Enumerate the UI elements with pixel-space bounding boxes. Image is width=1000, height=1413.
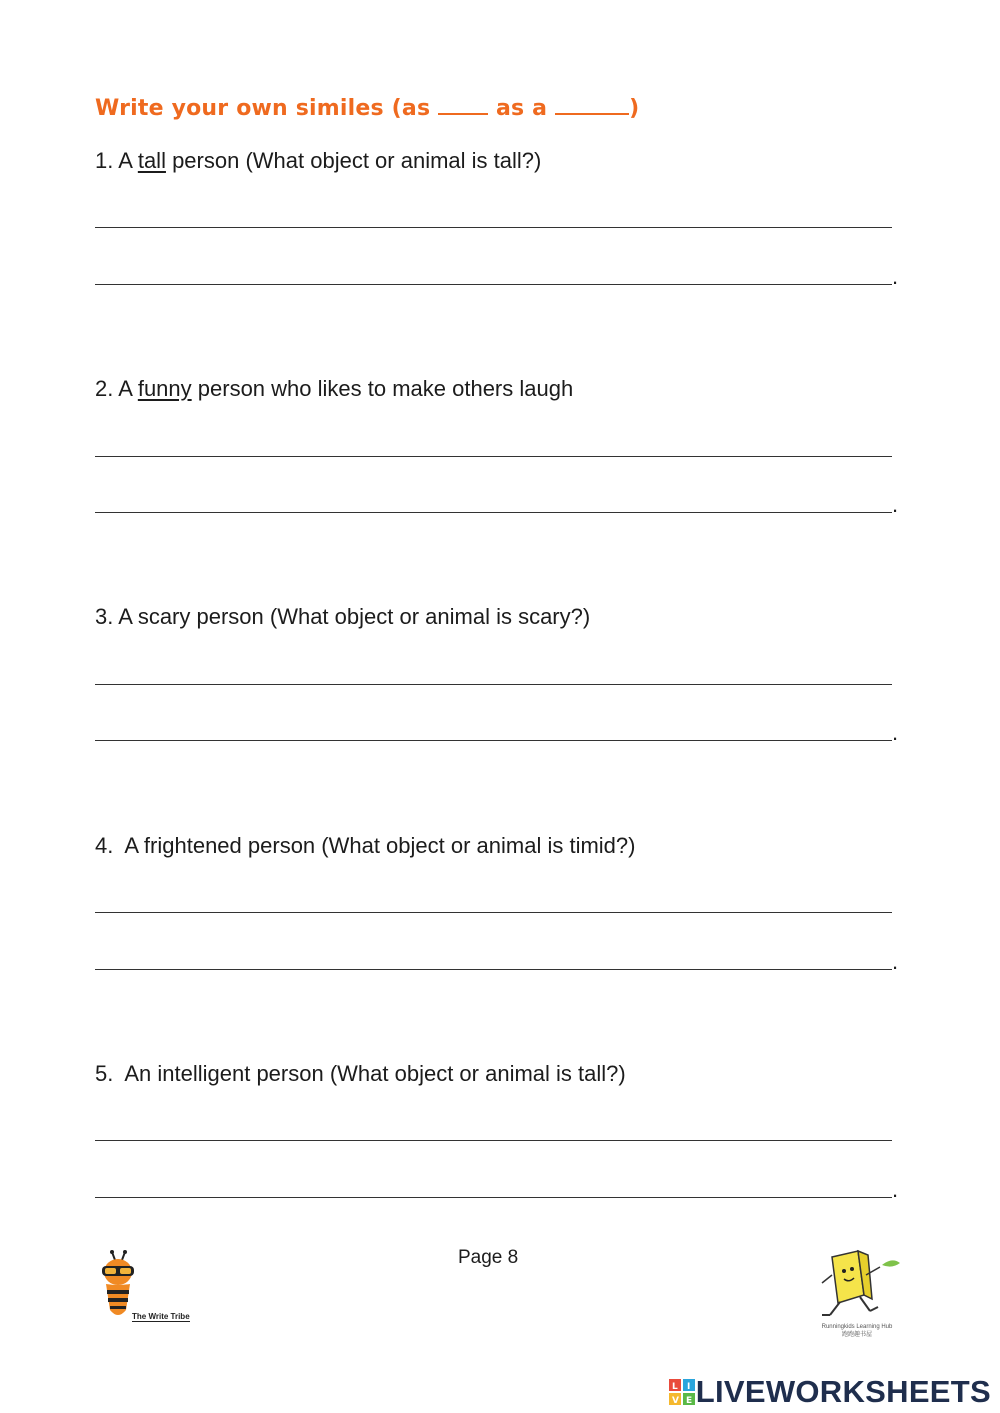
answer-line-1a[interactable] — [95, 227, 892, 228]
question-1-rest: person (What object or animal is tall?) — [165, 148, 542, 173]
line-end-dot-5: . — [892, 1177, 899, 1202]
answer-line-3b[interactable] — [95, 740, 892, 741]
liveworksheets-brand-text: LIVEWORKSHEETS — [695, 1374, 991, 1409]
title-middle: as a — [488, 96, 556, 121]
title-prefix: Write your own similes (as — [95, 96, 439, 121]
right-logo-caption-en: Runningkids Learning Hub — [821, 1324, 893, 1330]
line-end-dot-3: . — [892, 720, 899, 745]
question-4-text: 4. A frightened person (What object or animal is timid?) — [95, 833, 636, 858]
answer-line-2a[interactable] — [95, 456, 892, 457]
title-suffix: ) — [629, 96, 640, 121]
question-1 — [95, 148, 541, 174]
right-logo-caption-zh: 跑跑趣书屋 — [841, 1332, 872, 1338]
question-5 — [95, 1061, 626, 1087]
running-book-logo-icon — [814, 1245, 904, 1323]
title-blank-1 — [438, 97, 488, 115]
question-3 — [95, 604, 590, 630]
svg-text:I: I — [686, 1382, 691, 1392]
page-number: Page 8 — [458, 1247, 519, 1268]
answer-line-5a[interactable] — [95, 1140, 892, 1141]
svg-text:E: E — [685, 1396, 692, 1405]
question-2-number: 2. A — [95, 376, 138, 401]
question-2-keyword: funny — [137, 376, 192, 401]
liveworksheets-logo-icon — [669, 1379, 695, 1405]
title-blank-2 — [555, 97, 629, 115]
worksheet-title — [95, 96, 639, 121]
right-logo-caption — [812, 1323, 902, 1339]
line-end-dot-4: . — [892, 949, 899, 974]
answer-line-1b[interactable] — [95, 284, 892, 285]
answer-line-2b[interactable] — [95, 512, 892, 513]
svg-text:L: L — [671, 1382, 678, 1392]
question-5-text: 5. An intelligent person (What object or animal is tall?) — [95, 1061, 626, 1086]
line-end-dot-1: . — [892, 264, 899, 289]
question-1-number: 1. A — [95, 148, 138, 173]
question-2 — [95, 376, 573, 402]
question-4 — [95, 833, 635, 859]
answer-line-4a[interactable] — [95, 912, 892, 913]
question-2-rest: person who likes to make others laugh — [191, 376, 574, 401]
question-3-text: 3. A scary person (What object or animal is scary?) — [95, 604, 591, 629]
liveworksheets-brand[interactable] — [669, 1374, 991, 1410]
line-end-dot-2: . — [892, 492, 899, 517]
answer-line-5b[interactable] — [95, 1197, 892, 1198]
left-logo-caption: The Write Tribe — [132, 1312, 190, 1321]
answer-line-4b[interactable] — [95, 969, 892, 970]
svg-text:V: V — [671, 1396, 679, 1405]
question-1-keyword: tall — [137, 148, 166, 173]
answer-line-3a[interactable] — [95, 684, 892, 685]
